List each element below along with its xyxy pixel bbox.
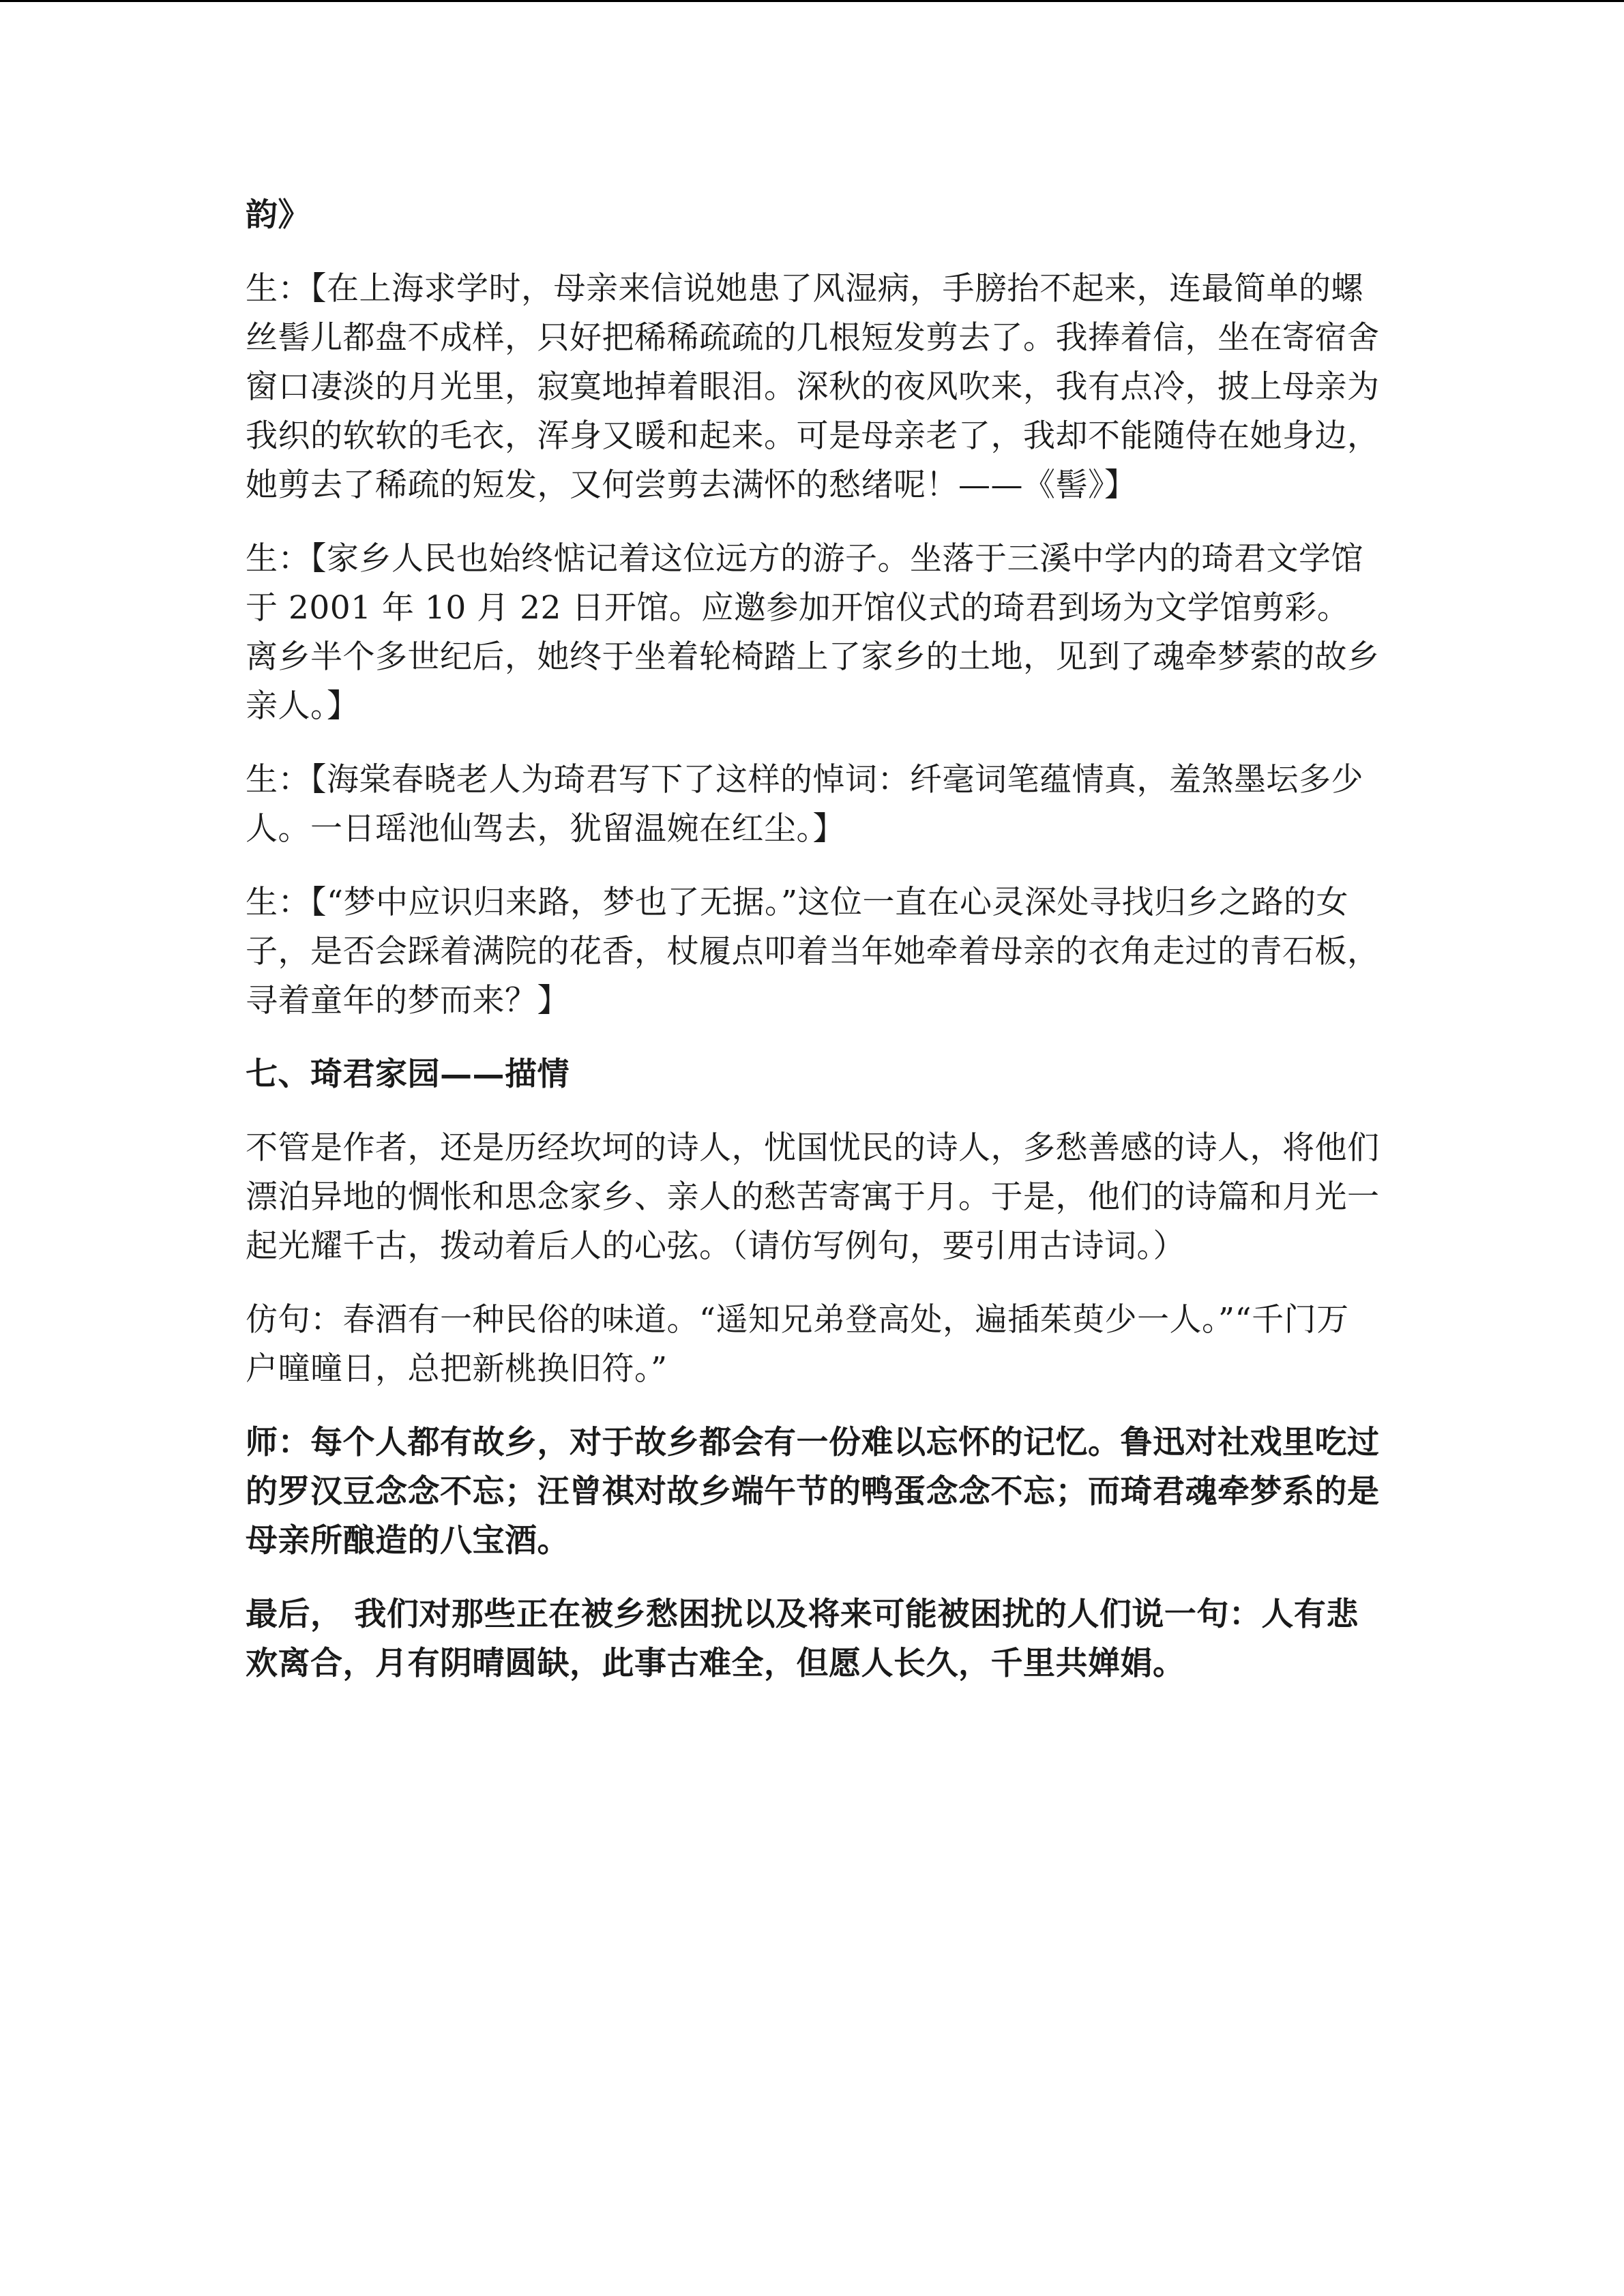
teacher-paragraph: 师：每个人都有故乡，对于故乡都会有一份难以忘怀的记忆。鲁迅对社戏里吃过的罗汉豆念念不忘；汪曾祺对故乡端午节的鸭蛋念念不忘；而琦君魂牵梦系的是母亲所酿造的八宝酒。 [246, 1424, 1380, 1560]
speaker-label: 生： [246, 761, 310, 799]
task-paragraph: 不管是作者，还是历经坎坷的诗人，忧国忧民的诗人，多愁善感的诗人，将他们漂泊异地的惆怅和思念家乡、亲人的愁苦寄寓于月。于是，他们的诗篇和月光一起光耀千古，拨动着后人的心弦。（请仿写例句，要引用古诗词。） [246, 1129, 1380, 1265]
speaker-label: 生： [246, 270, 310, 308]
paragraph-text: 【海棠春晓老人为琦君写下了这样的悼词：纤毫词笔蕴情真，羞煞墨坛多少人。一日瑶池仙驾去，犹留温婉在红尘。】 [246, 761, 1363, 848]
example-paragraph: 仿句：春酒有一种民俗的味道。“遥知兄弟登高处，遍插茱萸少一人。”“千门万户曈曈日，总把新桃换旧符。” [246, 1301, 1349, 1388]
section-heading: 七、琦君家园——描情 [246, 1056, 570, 1093]
top-border-line [0, 0, 1624, 2]
paragraph-text: 【在上海求学时，母亲来信说她患了风湿病，手膀抬不起来，连最简单的螺丝髻儿都盘不成样，只好把稀稀疏疏的几根短发剪去了。我捧着信，坐在寄宿舍窗口凄淡的月光里，寂寞地掉着眼泪。深秋的夜风吹来，我有点冷，披上母亲为我织的软软的毛衣，浑身又暖和起来。可是母亲老了，我却不能随侍在她身边，她剪去了稀疏的短发，又何尝剪去满怀的愁绪呢！——《髻》】 [246, 270, 1380, 504]
speaker-label: 生： [246, 884, 310, 921]
student-paragraph-2 [246, 535, 1381, 731]
paragraph-text: 【家乡人民也始终惦记着这位远方的游子。坐落于三溪中学内的琦君文学馆于 2001 年 10 月 22 日开馆。应邀参加开馆仪式的琦君到场为文学馆剪彩。离乡半个多世纪后，她终于坐着轮椅踏上了家乡的土地，见到了魂牵梦萦的故乡亲人。】 [246, 540, 1380, 725]
paragraph-text: 【“梦中应识归来路，梦也了无据。”这位一直在心灵深处寻找归乡之路的女子，是否会踩着满院的花香，杖履点叩着当年她牵着母亲的衣角走过的青石板，寻着童年的梦而来？】 [246, 884, 1380, 1019]
document-page [246, 191, 1381, 1713]
title-fragment: 韵》 [246, 196, 310, 234]
closing-paragraph: 最后， 我们对那些正在被乡愁困扰以及将来可能被困扰的人们说一句：人有悲欢离合，月有阴晴圆缺，此事古难全，但愿人长久，千里共婵娟。 [246, 1596, 1359, 1682]
student-paragraph-3 [246, 756, 1381, 854]
student-paragraph-4 [246, 878, 1381, 1026]
speaker-label: 生： [246, 540, 310, 578]
student-paragraph-1 [246, 265, 1381, 510]
